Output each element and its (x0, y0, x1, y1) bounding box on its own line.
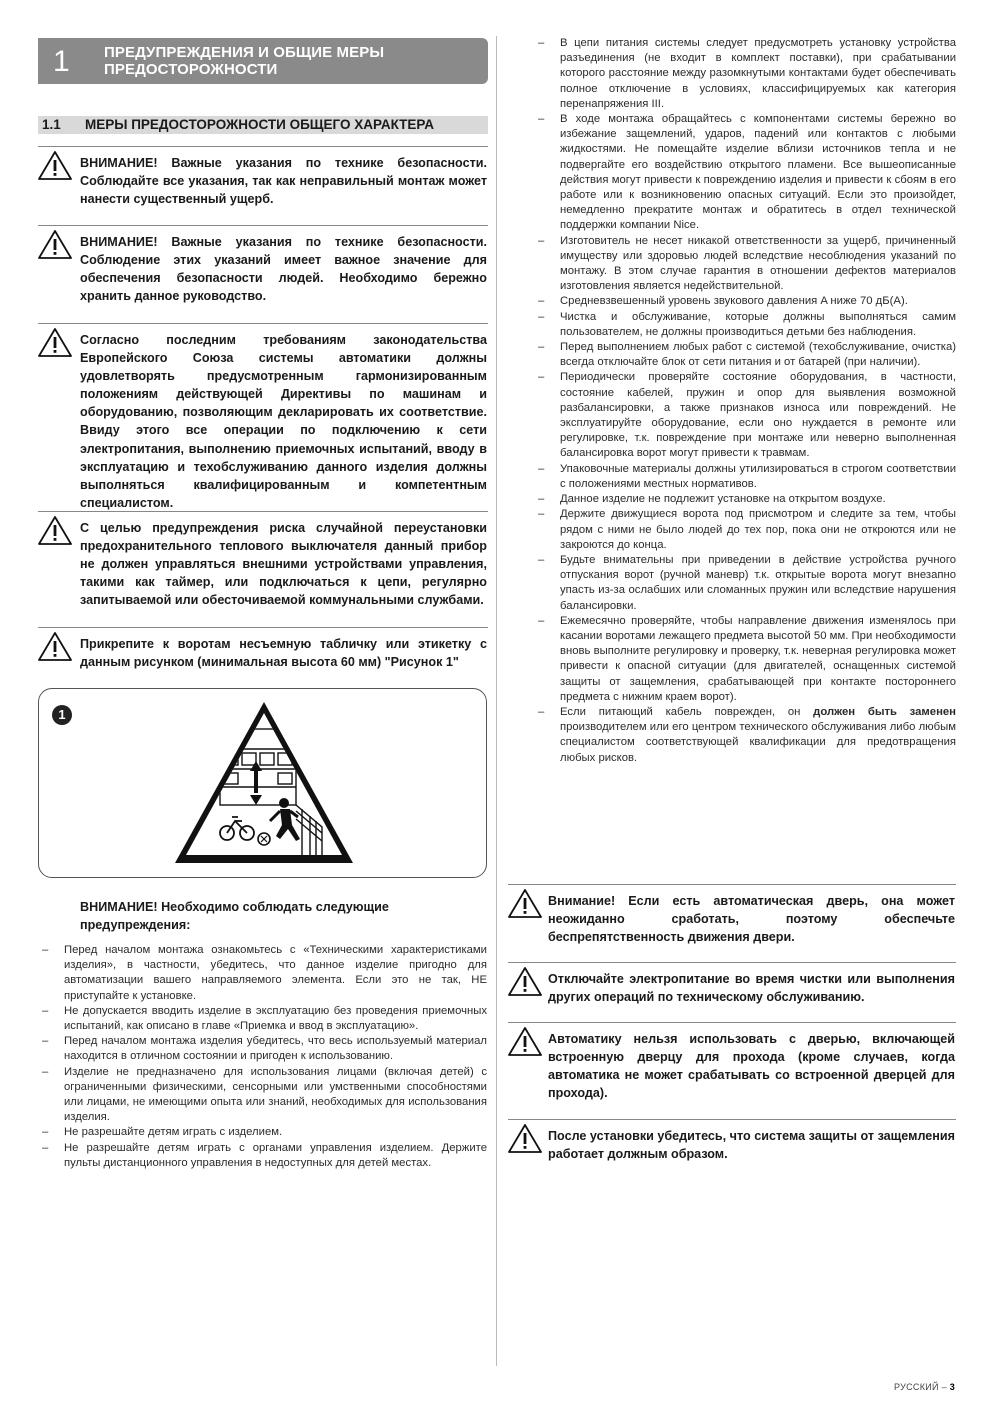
page-number: 3 (949, 1382, 955, 1392)
warning-icon (508, 888, 542, 918)
subsection-number: 1.1 (42, 117, 61, 132)
section-title: ПРЕДУПРЕЖДЕНИЯ И ОБЩИЕ МЕРЫ ПРЕДОСТОРОЖНОСТИ (104, 44, 385, 78)
warning-block (38, 627, 488, 676)
warning-icon (38, 631, 72, 661)
list-item: – Перед началом монтажа ознакомьтесь с «Техническими характеристиками изделия», в частности, убедитесь, что данное изделие пригодно для автоматизации вашего направляемого элемента. Если это не так, НЕ приступайте к установке. (42, 944, 487, 1002)
footer-language: РУССКИЙ – (893, 1382, 950, 1392)
warning-block (508, 1022, 956, 1107)
list-item: – Не разрешайте детям играть с изделием. (42, 1126, 283, 1139)
warning-block (38, 146, 488, 207)
warning-icon (38, 229, 72, 259)
warning-icon (508, 1123, 542, 1153)
warning-text: Автоматику нельзя использовать с дверью, включающей встроенную дверцу для прохода (кроме случаев, когда автоматика не может срабатывать со встроенной дверцей для прохода). (548, 1032, 955, 1101)
warning-text: Прикрепите к воротам несъемную табличку или этикетку с данным рисунком (минимальная высота 60 мм) "Рисунок 1" (80, 637, 487, 670)
left-warning-list (42, 943, 487, 1171)
list-item: – Будьте внимательны при приведении в действие устройства ручного отпускания ворот (ручной маневр) т.к. открытые ворота могут внезапно упасть из-за ослабших или сломанных пружин или вследствие нарушения балансировки. (538, 553, 956, 612)
list-item: – Изготовитель не несет никакой ответственности за ущерб, причиненный имуществу или здоровью людей вследствие несоблюдения указаний по монтажу. В этом случае гарантия в отношении дефектов материалов изготовления является недействительной. (538, 234, 956, 293)
subsection-header (38, 116, 488, 134)
child-gate-hazard-pictogram (172, 699, 356, 867)
section-number: 1 (53, 45, 70, 78)
warning-text: ВНИМАНИЕ! Важные указания по технике безопасности. Соблюдайте все указания, так как неправильный монтаж может нанести существенный ущерб. (80, 156, 487, 207)
figure-number-badge: 1 (52, 705, 72, 725)
subsection-title: МЕРЫ ПРЕДОСТОРОЖНОСТИ ОБЩЕГО ХАРАКТЕРА (85, 117, 434, 132)
list-item: – Перед началом монтажа изделия убедитесь, что весь используемый материал находится в отличном состоянии и пригоден к использованию. (42, 1035, 487, 1063)
list-item: – Перед выполнением любых работ с системой (техобслуживание, очистка) всегда отключайте блок от сети питания и от батарей (при наличии). (538, 341, 956, 369)
list-item: – Ежемесячно проверяйте, чтобы направление движения изменялось при касании воротами лежащего предмета высотой 50 мм. При необходимости вновь выполните регулировку и проверку, т.к. неверная регулировка может привести к опасной ситуации (для двигателей, оснащенных системой защиты от защемления, срабатывающей при контакте постороннего предмета с нижним краем ворот). (538, 614, 956, 703)
warning-icon (38, 327, 72, 357)
warning-block (508, 1119, 956, 1166)
warning-text: Согласно последним требованиям законодательства Европейского Союза системы автоматики должны удовлетворять предусмотренным гармонизированным положениям действующей Директивы по машинам и оборудованию, позволяющим декларировать их соответствие. Ввиду этого все операции по подключению к сети электропитания, выполнению приемочных испытаний, вводу в эксплуатацию и техобслуживанию данного изделия должны выполняться квалифицированным и компетентным специалистом. (80, 333, 487, 510)
figure-1 (38, 688, 487, 878)
right-warning-list (538, 36, 956, 766)
warning-block (508, 884, 956, 949)
list-item: – Держите движущиеся ворота под присмотром и следите за тем, чтобы рядом с ними не было людей до тех пор, пока они не откроются или не закроются до конца. (538, 508, 956, 551)
warning-block (38, 511, 488, 612)
warning-text: ВНИМАНИЕ! Важные указания по технике безопасности. Соблюдение этих указаний имеет важное значение для обеспечения безопасности людей. Необходимо бережно хранить данное руководство. (80, 235, 487, 304)
warnings-intro: ВНИМАНИЕ! Необходимо соблюдать следующие предупреждения: (80, 900, 389, 932)
warning-icon (508, 1026, 542, 1056)
list-item: – В цепи питания системы следует предусмотреть установку устройства разъединения (не входит в комплект поставки), при срабатывании которого расстояние между разомкнутыми контактами будет обеспечивать полное отключение в условиях, классифицируемых как категория перенапряжения III. (538, 37, 956, 110)
list-item: – Если питающий кабель поврежден, он должен быть заменен производителем или его центром технического обслуживания либо любым специалистом соответствующей квалификации для предотвращения любых рисков. (538, 705, 956, 764)
section-header (38, 38, 488, 84)
list-item: – Изделие не предназначено для использования лицами (включая детей) с ограниченными физическими, сенсорными или умственными способностями или лицами, не имеющими опыта или знаний, необходимых для использования изделия. (42, 1065, 487, 1124)
warning-text: Отключайте электропитание во время чистки или выполнения других операций по техническому обслуживанию. (548, 972, 955, 1005)
list-item: – Не разрешайте детям играть с органами управления изделием. Держите пульты дистанционного управления в недоступных для детей местах. (42, 1141, 487, 1169)
warning-text: После установки убедитесь, что система защиты от защемления работает должным образом. (548, 1129, 955, 1162)
warning-text: С целью предупреждения риска случайной переустановки предохранительного теплового выключателя данный прибор не должен управляться внешними устройствами управления, такими как таймер, или подключаться к цепи, регулярно запитываемой или обесточиваемой коммунальными службами. (80, 521, 487, 608)
warning-icon (38, 150, 72, 180)
list-item: – Периодически проверяйте состояние оборудования, в частности, состояние кабелей, пружин и опор для выявления возможной разбалансировки, а также признаков износа или повреждений. Не эксплуатируйте оборудование, если оно нуждается в ремонте или регулировке, т.к. повреждение при монтаже или неверно выполненная балансировка ворот могут привести к травмам. (538, 371, 956, 460)
warning-block (508, 962, 956, 1009)
list-item: – Данное изделие не подлежит установке на открытом воздухе. (538, 493, 886, 506)
list-item: – Чистка и обслуживание, которые должны выполняться самим пользователем, не должны производиться детьми без наблюдения. (538, 310, 956, 338)
list-item: – Не допускается вводить изделие в эксплуатацию без проведения приемочных испытаний, как описано в главе «Приемка и ввод в эксплуатацию». (42, 1004, 487, 1033)
column-divider (496, 36, 497, 1366)
warning-icon (38, 515, 72, 545)
list-item: – Упаковочные материалы должны утилизироваться в строгом соответствии с положениями местных нормативов. (538, 462, 956, 490)
page-footer (894, 1382, 955, 1392)
warning-text: Внимание! Если есть автоматическая дверь, она может неожиданно сработать, поэтому обеспечьте беспрепятственность движения двери. (548, 894, 955, 945)
list-item: – В ходе монтажа обращайтесь с компонентами системы бережно во избежание защемлений, ударов, падений или контактов с любыми жидкостями. Не помещайте изделие вблизи источников тепла и не подвергайте его воздействию открытого пламени. Все вышеописанные действия могут привести к повреждению изделия и привести к сбоям в его работе или к возникновению опасных ситуаций. Если это произойдет, немедленно прекратите монтаж и обратитесь в отдел технической поддержки компании Nice. (538, 113, 956, 232)
list-item: – Средневзвешенный уровень звукового давления A ниже 70 дБ(A). (538, 295, 908, 308)
warning-block (38, 323, 488, 510)
warning-block (38, 225, 488, 306)
warning-icon (508, 966, 542, 996)
